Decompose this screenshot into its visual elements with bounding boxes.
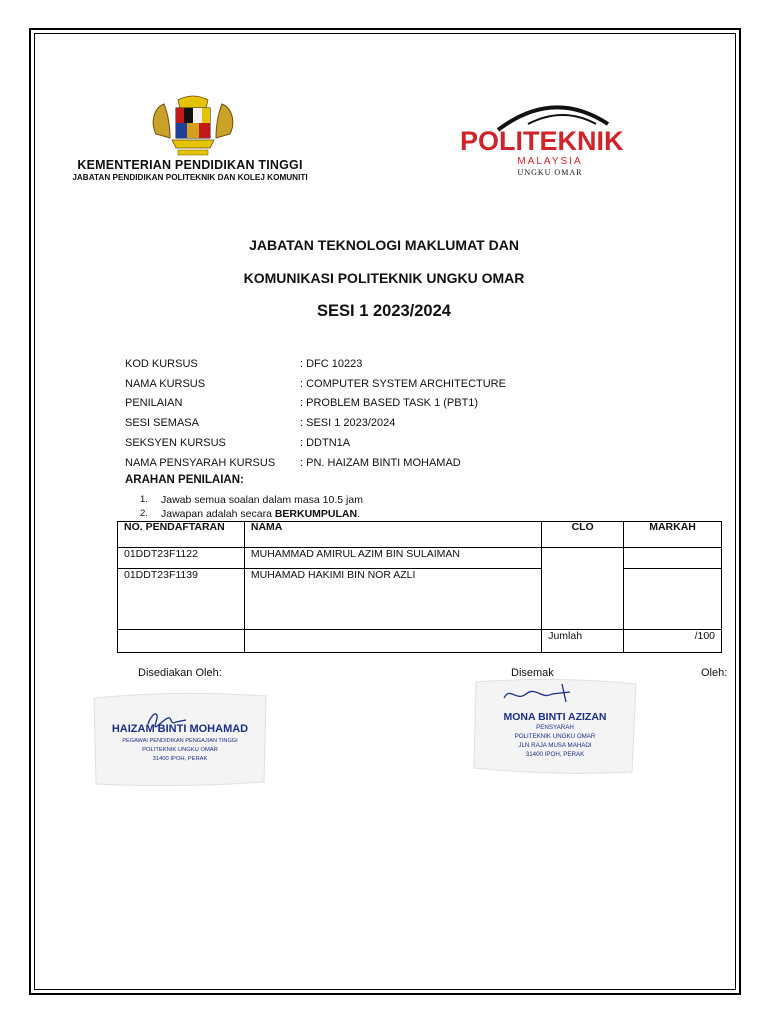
empty-cell [118, 630, 245, 653]
department-title-line1: JABATAN TEKNOLOGI MAKLUMAT DAN [249, 237, 519, 253]
session-title: SESI 1 2023/2024 [317, 302, 451, 320]
info-label: SEKSYEN KURSUS [125, 437, 226, 450]
info-row [125, 453, 506, 473]
header-markah: MARKAH [624, 522, 722, 548]
header-name: NAMA [244, 522, 541, 548]
reg-no-cell: 01DDT23F1139 [118, 569, 245, 630]
info-value: : PROBLEM BASED TASK 1 (PBT1) [300, 397, 479, 410]
info-row [125, 433, 506, 453]
info-label: NAMA PENSYARAH KURSUS [125, 456, 276, 469]
instruction-number: 1. [140, 494, 148, 505]
info-label: PENILAIAN [125, 397, 183, 410]
course-info [125, 354, 506, 473]
total-label: Jumlah [542, 630, 624, 653]
marks-table [117, 521, 722, 653]
info-value: : COMPUTER SYSTEM ARCHITECTURE [300, 377, 506, 390]
table-row [118, 569, 722, 630]
reviewer-stamp [470, 676, 640, 776]
info-row [125, 413, 506, 433]
info-label: NAMA KURSUS [125, 377, 206, 390]
prepared-by-label: Disediakan Oleh: [138, 667, 222, 679]
instruction-number: 2. [140, 508, 148, 519]
politeknik-logo [458, 94, 628, 184]
stamp1-name: HAIZAM BINTI MOHAMAD [111, 723, 249, 735]
info-value: : SESI 1 2023/2024 [300, 417, 396, 430]
ministry-name: KEMENTERIAN PENDIDIKAN TINGGI [77, 158, 303, 172]
stamp1-line3: 31400 IPOH, PERAK [152, 756, 208, 762]
stamp2-line1: PENSYARAH [536, 724, 574, 731]
table-header-row [118, 522, 722, 548]
stamp2-line3: JLN RAJA MUSA MAHADI [518, 742, 592, 749]
table-row [118, 548, 722, 569]
instruction-item [140, 508, 360, 520]
logo-sub: MALAYSIA [517, 156, 583, 167]
instruction-text: Jawapan adalah secara BERKUMPULAN. [161, 508, 361, 520]
header-reg-no: NO. PENDAFTARAN [118, 522, 245, 548]
stamp1-line2: POLITEKNIK UNGKU OMAR [142, 747, 218, 753]
student-name-cell: MUHAMMAD AMIRUL AZIM BIN SULAIMAN [244, 548, 541, 569]
stamp2-line2: POLITEKNIK UNGKU OMAR [514, 733, 596, 740]
student-name-cell: MUHAMAD HAKIMI BIN NOR AZLI [244, 569, 541, 630]
markah-cell [624, 569, 722, 630]
info-label: KOD KURSUS [125, 357, 198, 370]
info-row [125, 354, 506, 374]
reg-no-cell: 01DDT23F1122 [118, 548, 245, 569]
info-label: SESI SEMASA [125, 417, 199, 430]
instructions-heading: ARAHAN PENILAIAN: [125, 474, 244, 486]
empty-cell [244, 630, 541, 653]
ministry-header [40, 158, 340, 182]
logo-campus: UNGKU OMAR [517, 168, 583, 177]
stamp1-line1: PEGAWAI PENDIDIKAN PENGAJIAN TINGGI [122, 738, 238, 744]
lecturer-stamp [90, 690, 270, 788]
markah-cell [624, 548, 722, 569]
coat-of-arms-logo [148, 94, 238, 158]
instruction-item [140, 494, 363, 506]
checked-by-label: Disemak [511, 667, 554, 679]
logo-text: POLITEKNIK [460, 126, 624, 156]
clo-cell [542, 548, 624, 630]
stamp2-line4: 31400 IPOH, PERAK [525, 751, 585, 758]
department-name: JABATAN PENDIDIKAN POLITEKNIK DAN KOLEJ KOMUNITI [72, 173, 308, 182]
stamp2-name: MONA BINTI AZIZAN [503, 711, 607, 723]
table-total-row [118, 630, 722, 653]
checked-by-label-tail: Oleh: [701, 667, 728, 679]
department-title-line2: KOMUNIKASI POLITEKNIK UNGKU OMAR [243, 270, 525, 286]
info-row [125, 394, 506, 414]
header-clo: CLO [542, 522, 624, 548]
info-value: : PN. HAIZAM BINTI MOHAMAD [300, 456, 461, 469]
total-value: /100 [624, 630, 722, 653]
info-value: : DDTN1A [300, 437, 351, 450]
instruction-text: Jawab semua soalan dalam masa 10.5 jam [161, 494, 363, 506]
info-value: : DFC 10223 [300, 357, 363, 370]
info-row [125, 374, 506, 394]
